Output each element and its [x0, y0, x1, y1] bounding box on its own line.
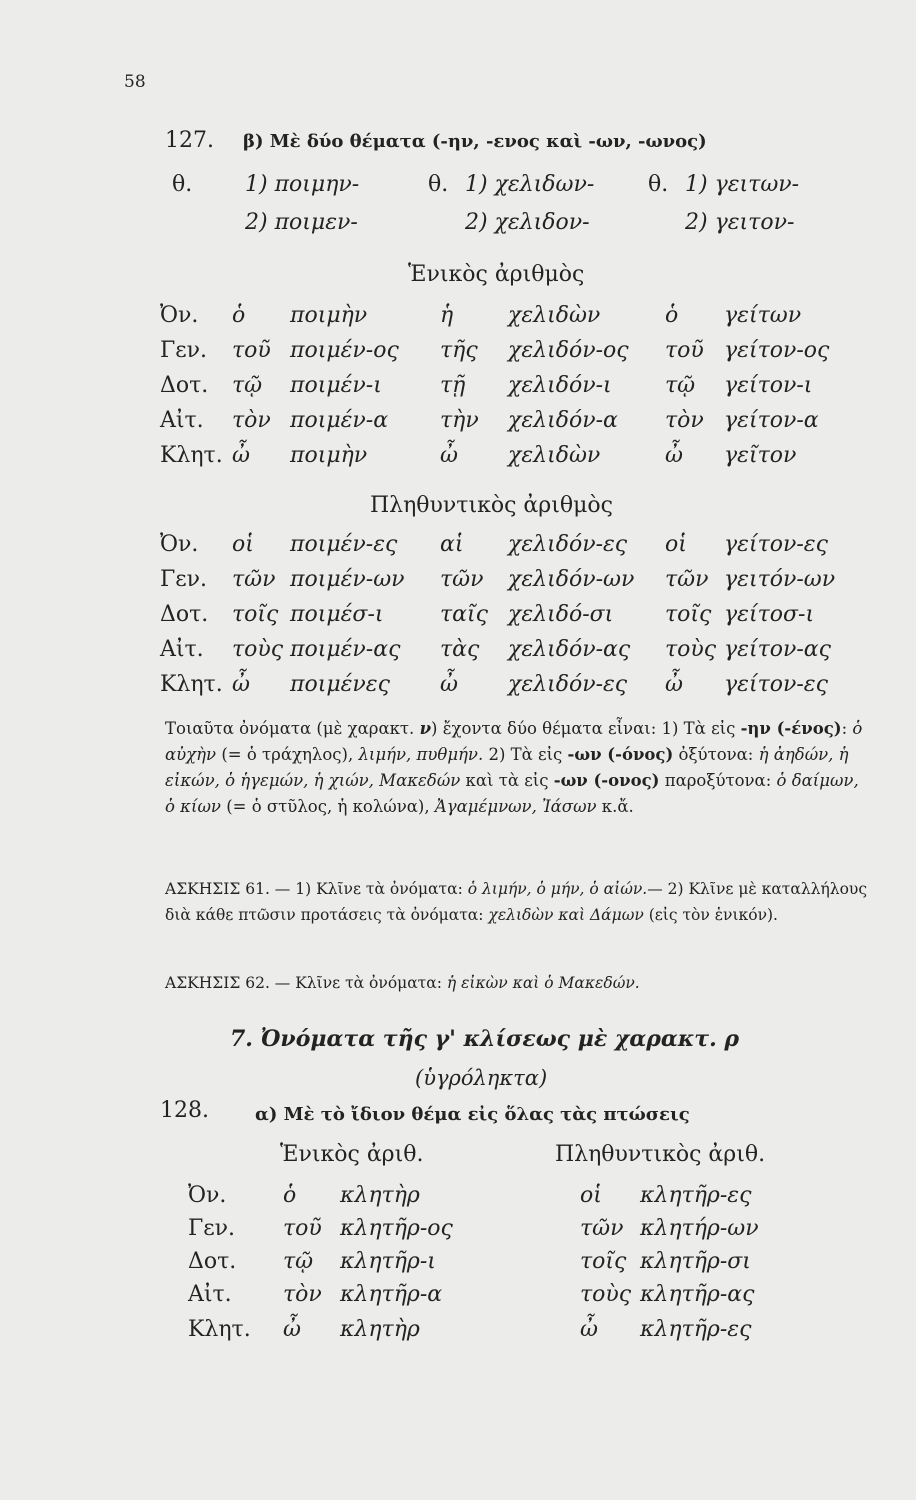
noun-form: ποιμέν-ι: [290, 373, 382, 398]
note-italic: ὁ αὐχὴν: [165, 719, 863, 764]
noun-form: γείτον-α: [724, 408, 819, 433]
article: τοῖς: [232, 602, 279, 627]
article: τῆς: [440, 338, 478, 363]
note-text: (= ὁ στῦλος, ἡ κολώνα),: [220, 797, 435, 816]
article: ὦ: [440, 672, 458, 697]
noun-form: γεῖτον: [724, 443, 797, 468]
noun-form: ποιμένες: [290, 672, 390, 697]
noun-form: ποιμέσ-ι: [290, 602, 384, 627]
note-text: (= ὁ τράχηλος),: [216, 745, 359, 764]
singular-title: Ἑνικὸς ἀριθμὸς: [408, 262, 585, 287]
stem-label: θ.: [648, 172, 669, 197]
article: τοῖς: [665, 602, 712, 627]
table-row: [0, 672, 916, 702]
case-label: Αἰτ.: [160, 637, 204, 662]
noun-form: χελιδόν-ι: [508, 373, 612, 398]
singular-title: Ἑνικὸς ἀριθ.: [280, 1142, 424, 1167]
noun-form: ποιμέν-ος: [290, 338, 399, 363]
exercise-text: (εἰς τὸν ἑνικόν).: [643, 906, 778, 924]
article: οἱ: [232, 532, 254, 557]
table-row: [0, 373, 916, 403]
note-text: 2) Τὰ εἰς: [483, 745, 568, 764]
case-label: Ὀν.: [160, 303, 199, 328]
case-label: Ὀν.: [160, 532, 199, 557]
noun-form: ποιμὴν: [290, 303, 368, 328]
exercise-62: [165, 970, 870, 996]
explanatory-note: [165, 716, 870, 820]
noun-form: γείτον-ος: [724, 338, 830, 363]
noun-form: ποιμέν-ων: [290, 567, 405, 592]
table-row: [0, 1317, 916, 1347]
case-label: Γεν.: [188, 1216, 236, 1241]
note-text: παροξύτονα:: [659, 771, 777, 790]
noun-form: γείτων: [724, 303, 802, 328]
note-italic: Ἀγαμέμνων, Ἰάσων: [434, 797, 597, 816]
exercise-italic: χελιδὼν καὶ Δάμων: [488, 906, 644, 924]
noun-form: γείτον-ες: [724, 672, 828, 697]
article: ὦ: [580, 1317, 598, 1342]
article: τοὺς: [580, 1282, 632, 1307]
case-label: Δοτ.: [160, 373, 209, 398]
note-italic: λιμήν, πυθμήν.: [358, 745, 484, 764]
article: αἱ: [440, 532, 464, 557]
section-heading: β) Μὲ δύο θέματα (-ην, -ενος καὶ -ων, -ωνος): [243, 131, 707, 152]
exercise-label: ΑΣΚΗΣΙΣ 62.: [165, 974, 270, 992]
note-italic: ὁ δαίμων, ὁ κίων: [165, 771, 859, 816]
table-row: [0, 1216, 916, 1246]
chapter-subtitle: (ὑγρόληκτα): [415, 1066, 548, 1090]
chapter-title: 7. Ὀνόματα τῆς γ' κλίσεως μὲ χαρακτ. ρ: [230, 1026, 740, 1052]
note-italic: ἡ ἀηδών, ἡ εἰκών, ὁ ἡγεμών, ἡ χιών, Μακεδών: [165, 745, 849, 790]
stem-first: [685, 172, 799, 197]
noun-form: κλητὴρ: [340, 1317, 420, 1342]
noun-form: κλητήρ-ων: [640, 1216, 759, 1241]
noun-form: κλητῆρ-ος: [340, 1216, 453, 1241]
article: τοῖς: [580, 1249, 627, 1274]
table-row: [0, 637, 916, 667]
article: τὸν: [665, 408, 704, 433]
section-number: 128.: [160, 1098, 209, 1123]
table-row: [0, 1282, 916, 1312]
note-bold: -ων (-ονος): [553, 771, 660, 790]
article: τοὺς: [232, 637, 284, 662]
noun-form: γείτον-ες: [724, 532, 828, 557]
case-label: Κλητ.: [188, 1317, 251, 1342]
table-row: [0, 567, 916, 597]
exercise-61: [165, 876, 870, 928]
stem-text: 2) χελιδον-: [465, 210, 590, 235]
table-row: [0, 303, 916, 333]
noun-form: ποιμέν-ας: [290, 637, 401, 662]
article: ὦ: [232, 443, 250, 468]
noun-form: γείτον-ι: [724, 373, 813, 398]
exercise-italic: ὁ λιμήν, ὁ μήν, ὁ αἰών.: [467, 880, 648, 898]
noun-form: χελιδόν-ες: [508, 672, 628, 697]
noun-form: γείτοσ-ι: [724, 602, 815, 627]
case-label: Δοτ.: [160, 602, 209, 627]
article: ὁ: [232, 303, 246, 328]
noun-form: χελιδόν-α: [508, 408, 618, 433]
article: ὁ: [665, 303, 679, 328]
noun-form: χελιδό-σι: [508, 602, 614, 627]
noun-form: ποιμέν-α: [290, 408, 389, 433]
stem-text: 2) ποιμεν-: [245, 210, 358, 235]
exercise-label: ΑΣΚΗΣΙΣ 61.: [165, 880, 270, 898]
case-label: Γεν.: [160, 338, 208, 363]
section-heading: α) Μὲ τὸ ἴδιον θέμα εἰς ὅλας τὰς πτώσεις: [255, 1104, 690, 1125]
stem-second: [685, 210, 794, 235]
article: τὸν: [283, 1282, 322, 1307]
noun-form: κλητῆρ-α: [340, 1282, 443, 1307]
article: τῷ: [232, 373, 263, 398]
case-label: Κλητ.: [160, 672, 223, 697]
stem-first: [465, 172, 594, 197]
exercise-text: — Κλῖνε τὰ ὀνόματα:: [269, 974, 447, 992]
noun-form: χελιδὼν: [508, 443, 601, 468]
stem-label: θ.: [172, 172, 193, 197]
note-text: Τοιαῦτα ὀνόματα (μὲ χαρακτ.: [165, 719, 420, 738]
article: τὴν: [440, 408, 479, 433]
article: τοῦ: [665, 338, 704, 363]
note-text: κ.ἄ.: [596, 797, 634, 816]
note-bold: -ην (-ένος): [740, 719, 842, 738]
article: τῶν: [232, 567, 276, 592]
article: τῷ: [665, 373, 696, 398]
exercise-italic: ἡ εἰκὼν καὶ ὁ Μακεδών.: [446, 974, 640, 992]
stem-text: 1) ποιμην-: [245, 172, 360, 197]
case-label: Αἰτ.: [188, 1282, 232, 1307]
article: τὸν: [232, 408, 271, 433]
article: τῇ: [440, 373, 466, 398]
stem-text: 2) γειτον-: [685, 210, 795, 235]
noun-form: γείτον-ας: [724, 637, 831, 662]
stem-text: 1) χελιδων-: [465, 172, 595, 197]
article: τῷ: [283, 1249, 314, 1274]
table-row: [0, 1249, 916, 1279]
exercise-text: — 2) Κλῖνε μὲ καταλλήλους διὰ κάθε πτῶσιν προτάσεις τὰ ὀνόματα:: [165, 880, 868, 924]
article: ὁ: [283, 1183, 297, 1208]
noun-form: κλητῆρ-ες: [640, 1317, 752, 1342]
stem-second: [465, 210, 590, 235]
noun-form: κλητῆρ-ες: [640, 1183, 752, 1208]
noun-form: ποιμέν-ες: [290, 532, 398, 557]
table-row: [0, 602, 916, 632]
article: τοὺς: [665, 637, 717, 662]
noun-form: χελιδὼν: [508, 303, 601, 328]
table-row: [0, 338, 916, 368]
article: ἡ: [440, 303, 454, 328]
page-number: 58: [124, 72, 146, 92]
article: ταῖς: [440, 602, 488, 627]
table-row: [0, 408, 916, 438]
section-number: 127.: [165, 128, 214, 153]
stem-first: [245, 172, 359, 197]
article: ὦ: [665, 672, 683, 697]
noun-form: κλητῆρ-σι: [640, 1249, 751, 1274]
article: ὦ: [440, 443, 458, 468]
noun-form: χελιδόν-ες: [508, 532, 628, 557]
plural-title: Πληθυντικὸς ἀριθ.: [555, 1142, 766, 1167]
article: τῶν: [665, 567, 709, 592]
noun-form: χελιδόν-ος: [508, 338, 629, 363]
stem-label: θ.: [428, 172, 449, 197]
case-label: Ὀν.: [188, 1183, 227, 1208]
article: ὦ: [232, 672, 250, 697]
noun-form: ποιμὴν: [290, 443, 368, 468]
case-label: Δοτ.: [188, 1249, 237, 1274]
article: οἱ: [665, 532, 687, 557]
noun-form: γειτόν-ων: [724, 567, 836, 592]
article: τοῦ: [283, 1216, 322, 1241]
stem-text: 1) γειτων-: [685, 172, 800, 197]
case-label: Γεν.: [160, 567, 208, 592]
noun-form: κλητῆρ-ι: [340, 1249, 436, 1274]
article: τῶν: [440, 567, 484, 592]
case-label: Αἰτ.: [160, 408, 204, 433]
table-row: [0, 532, 916, 562]
article: τῶν: [580, 1216, 624, 1241]
note-italic: ν: [419, 719, 432, 738]
article: ὦ: [665, 443, 683, 468]
note-text: ὀξύτονα:: [673, 745, 759, 764]
case-label: Κλητ.: [160, 443, 223, 468]
plural-title: Πληθυντικὸς ἀριθμὸς: [370, 493, 613, 518]
table-row: [0, 443, 916, 473]
exercise-text: — 1) Κλῖνε τὰ ὀνόματα:: [269, 880, 468, 898]
article: τοῦ: [232, 338, 271, 363]
note-text: :: [841, 719, 853, 738]
noun-form: χελιδόν-ων: [508, 567, 635, 592]
noun-form: χελιδόν-ας: [508, 637, 631, 662]
article: τὰς: [440, 637, 480, 662]
article: οἱ: [580, 1183, 602, 1208]
table-row: [0, 1183, 916, 1213]
article: ὦ: [283, 1317, 301, 1342]
stem-second: [245, 210, 358, 235]
noun-form: κλητῆρ-ας: [640, 1282, 755, 1307]
note-text: καὶ τὰ εἰς: [460, 771, 554, 790]
note-bold: -ων (-όνος): [567, 745, 674, 764]
note-text: ) ἔχοντα δύο θέματα εἶναι: 1) Τὰ εἰς: [431, 719, 741, 738]
noun-form: κλητὴρ: [340, 1183, 420, 1208]
